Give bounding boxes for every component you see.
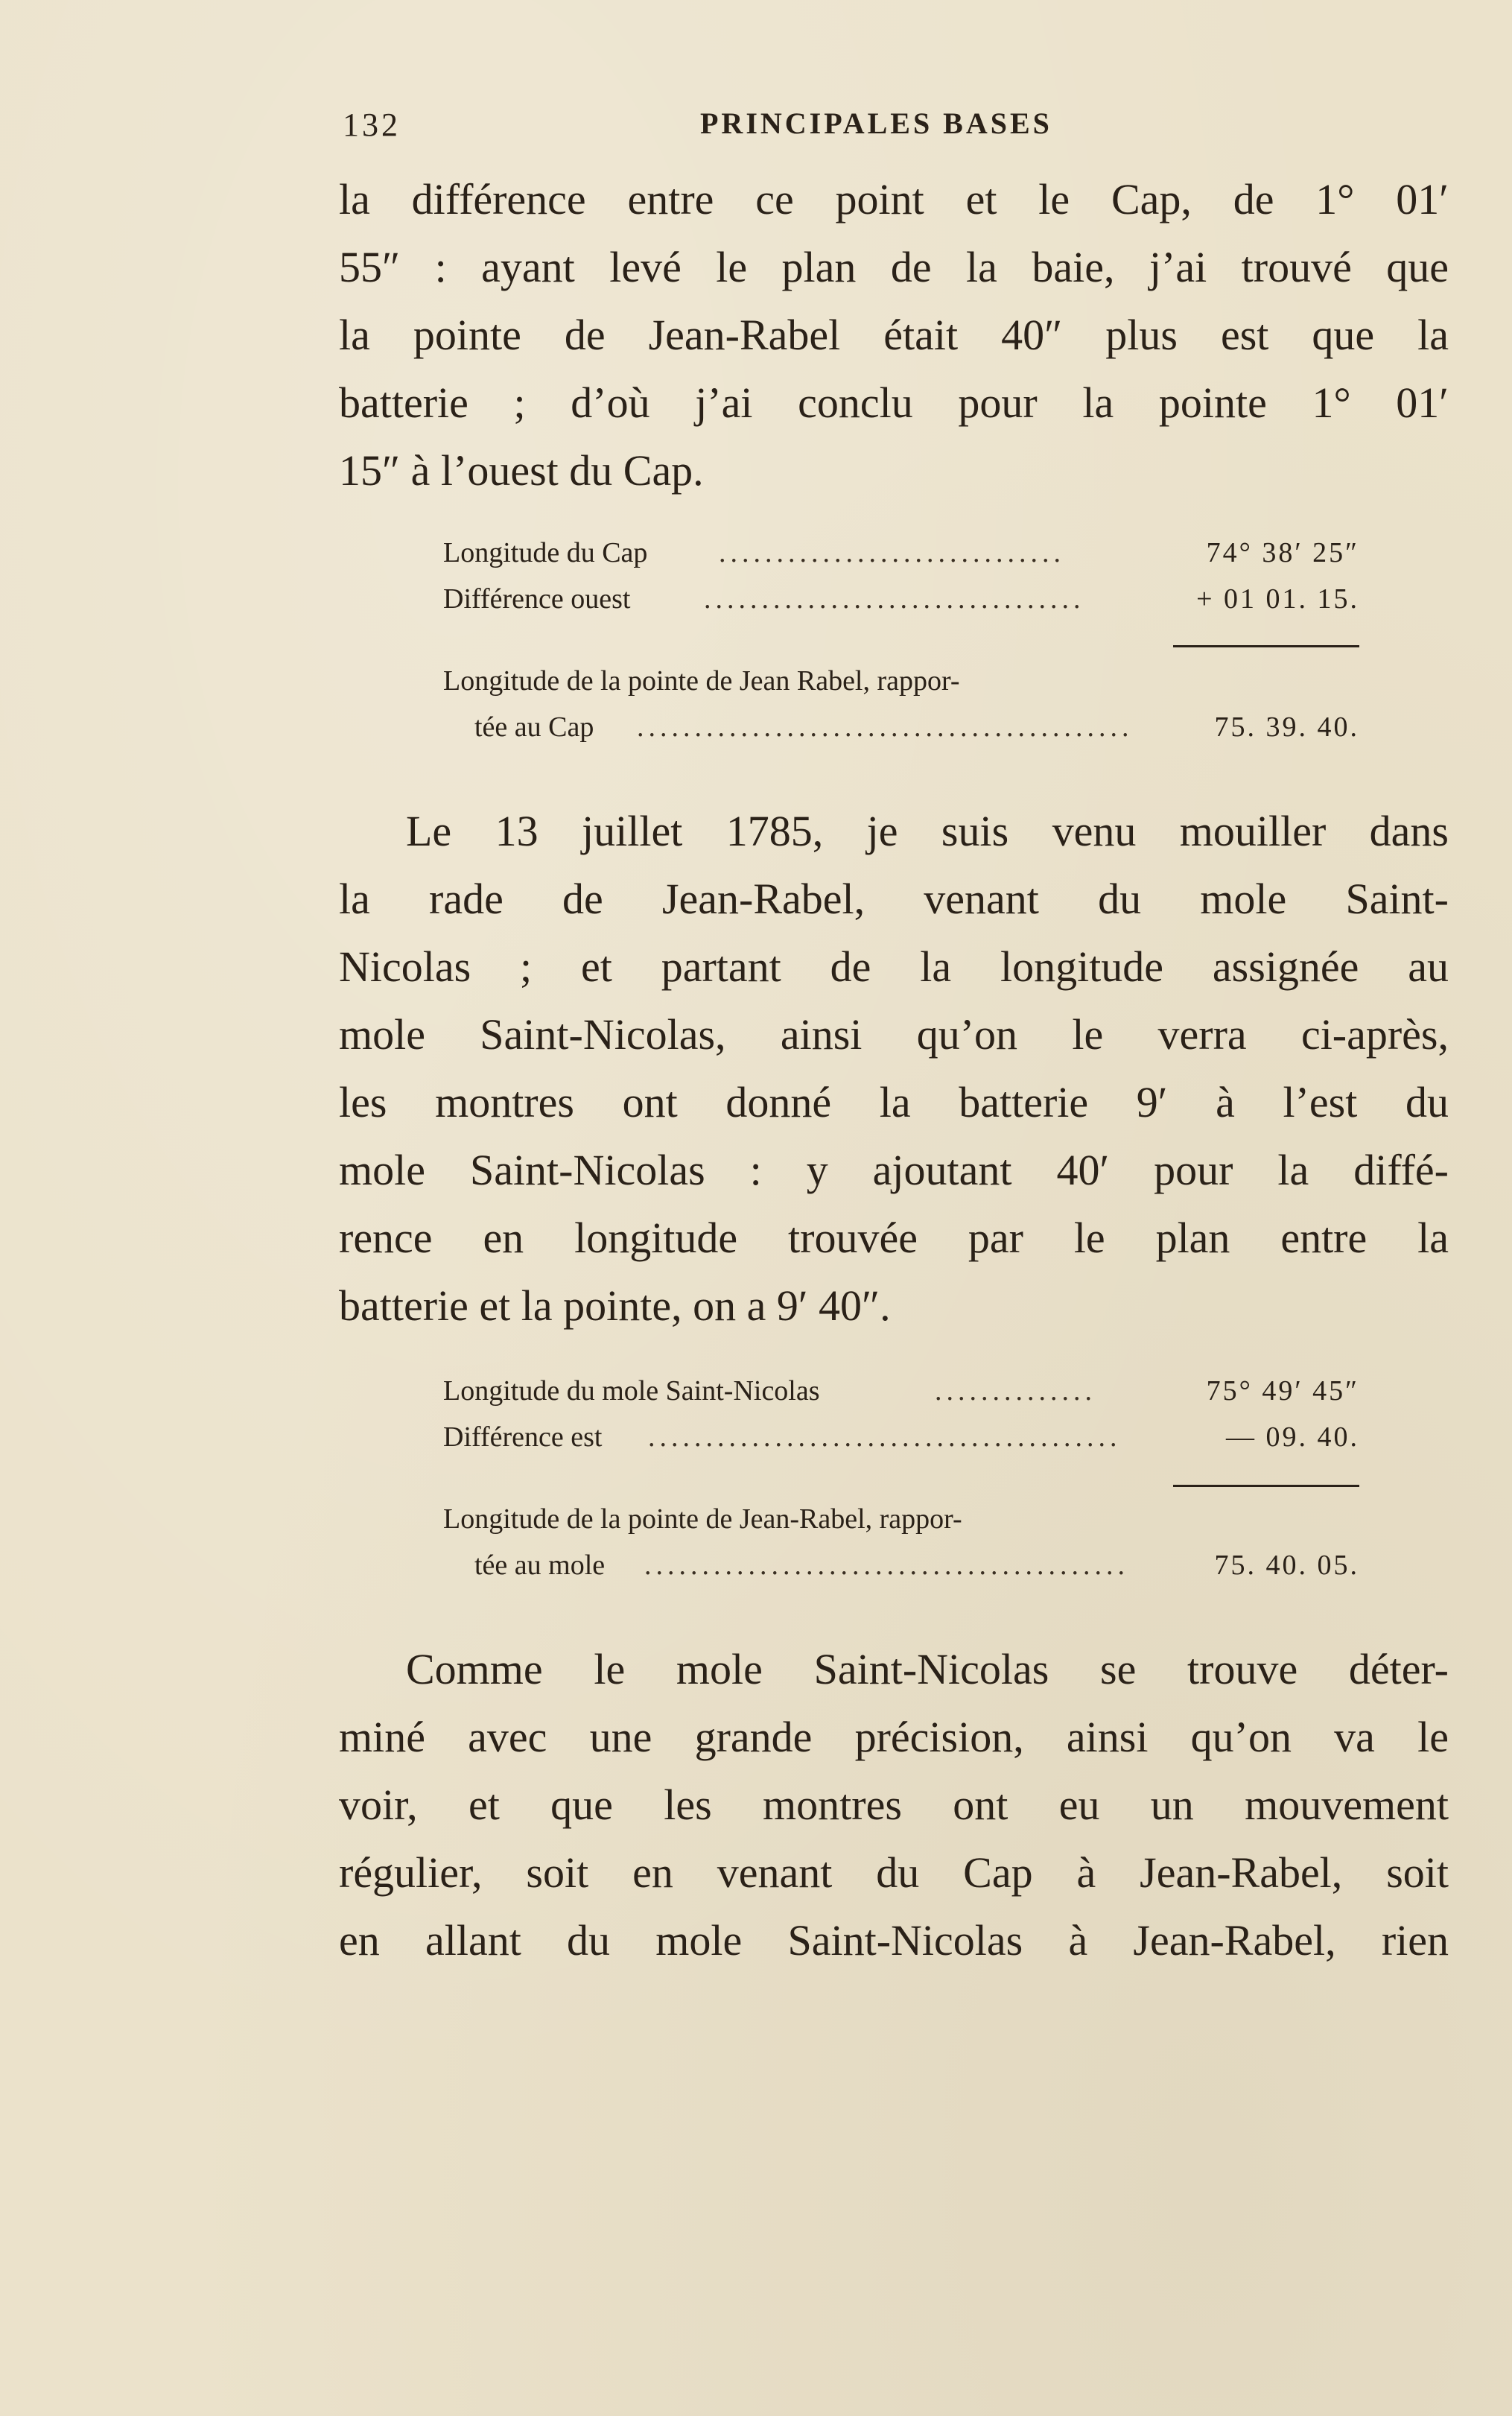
table-row xyxy=(443,1421,1359,1467)
paragraph-line: batterie et la pointe, on a 9′ 40″. xyxy=(339,1281,891,1330)
page-header xyxy=(343,106,1445,150)
page-number: 132 xyxy=(343,107,401,143)
paragraph-line: Comme le mole Saint-Nicolas se trouve déter- xyxy=(406,1645,1449,1693)
sum-rule xyxy=(1173,645,1359,647)
row-label: Différence ouest xyxy=(443,583,631,615)
paragraph-line: voir, et que les montres ont eu un mouvement xyxy=(339,1781,1449,1829)
sum-rule xyxy=(1173,1485,1359,1487)
leader-dots: .............................. xyxy=(719,537,1065,568)
paragraph-line: la pointe de Jean-Rabel était 40″ plus est que la xyxy=(339,311,1449,359)
paragraph-3 xyxy=(339,1635,1449,1974)
leader-dots: .......................................... xyxy=(644,1550,1129,1581)
leader-dots: ......................................... xyxy=(648,1421,1122,1453)
paragraph-line: Nicolas ; et partant de la longitude assignée au xyxy=(339,942,1449,991)
leader-dots: .............. xyxy=(935,1375,1096,1407)
paragraph-line: mole Saint-Nicolas, ainsi qu’on le verra ci-après, xyxy=(339,1010,1449,1059)
paragraph-2 xyxy=(339,797,1449,1339)
table-row xyxy=(443,711,1359,757)
table-row xyxy=(443,1375,1359,1421)
row-label: Longitude du mole Saint-Nicolas xyxy=(443,1375,820,1407)
row-label: Longitude du Cap xyxy=(443,537,648,568)
table-row xyxy=(443,583,1359,629)
row-value: 75° 49′ 45″ xyxy=(1206,1375,1359,1407)
table-row xyxy=(443,536,1359,583)
running-head: PRINCIPALES BASES xyxy=(700,107,1052,140)
table-row xyxy=(443,665,1359,711)
paragraph-line: miné avec une grande précision, ainsi qu’on va le xyxy=(339,1713,1449,1761)
row-value: 75. 40. 05. xyxy=(1214,1550,1359,1581)
paragraph-line: régulier, soit en venant du Cap à Jean-Rabel, soit xyxy=(339,1848,1449,1897)
row-value: 75. 39. 40. xyxy=(1214,711,1359,743)
row-value: 74° 38′ 25″ xyxy=(1206,537,1359,568)
leader-dots: ........................................... xyxy=(637,711,1134,743)
paragraph-line: mole Saint-Nicolas : y ajoutant 40′ pour la diffé- xyxy=(339,1146,1449,1194)
paragraph-line: la différence entre ce point et le Cap, de 1° 01′ xyxy=(339,175,1449,223)
longitude-table-1 xyxy=(443,536,1359,757)
row-label: Différence est xyxy=(443,1421,603,1453)
longitude-table-2 xyxy=(443,1375,1359,1595)
paragraph-line: la rade de Jean-Rabel, venant du mole Saint- xyxy=(339,875,1449,923)
paragraph-1 xyxy=(339,165,1449,504)
paragraph-line: 15″ à l’ouest du Cap. xyxy=(339,446,704,495)
table-row xyxy=(443,1503,1359,1549)
leader-dots: ................................. xyxy=(704,583,1085,615)
row-label: Longitude de la pointe de Jean-Rabel, rappor- xyxy=(443,1503,962,1535)
table-row xyxy=(443,1549,1359,1595)
row-label: Longitude de la pointe de Jean Rabel, rappor- xyxy=(443,665,960,697)
row-value: — 09. 40. xyxy=(1226,1421,1359,1453)
paragraph-line: les montres ont donné la batterie 9′ à l’est du xyxy=(339,1078,1449,1126)
row-label: tée au Cap xyxy=(474,711,594,743)
row-value: + 01 01. 15. xyxy=(1196,583,1359,615)
paragraph-line: Le 13 juillet 1785, je suis venu mouiller dans xyxy=(406,807,1449,855)
paragraph-line: 55″ : ayant levé le plan de la baie, j’ai trouvé que xyxy=(339,243,1449,291)
paragraph-line: en allant du mole Saint-Nicolas à Jean-Rabel, rien xyxy=(339,1916,1449,1965)
paragraph-line: rence en longitude trouvée par le plan entre la xyxy=(339,1214,1449,1262)
paragraph-line: batterie ; d’où j’ai conclu pour la pointe 1° 01′ xyxy=(339,378,1449,427)
row-label: tée au mole xyxy=(474,1550,606,1581)
